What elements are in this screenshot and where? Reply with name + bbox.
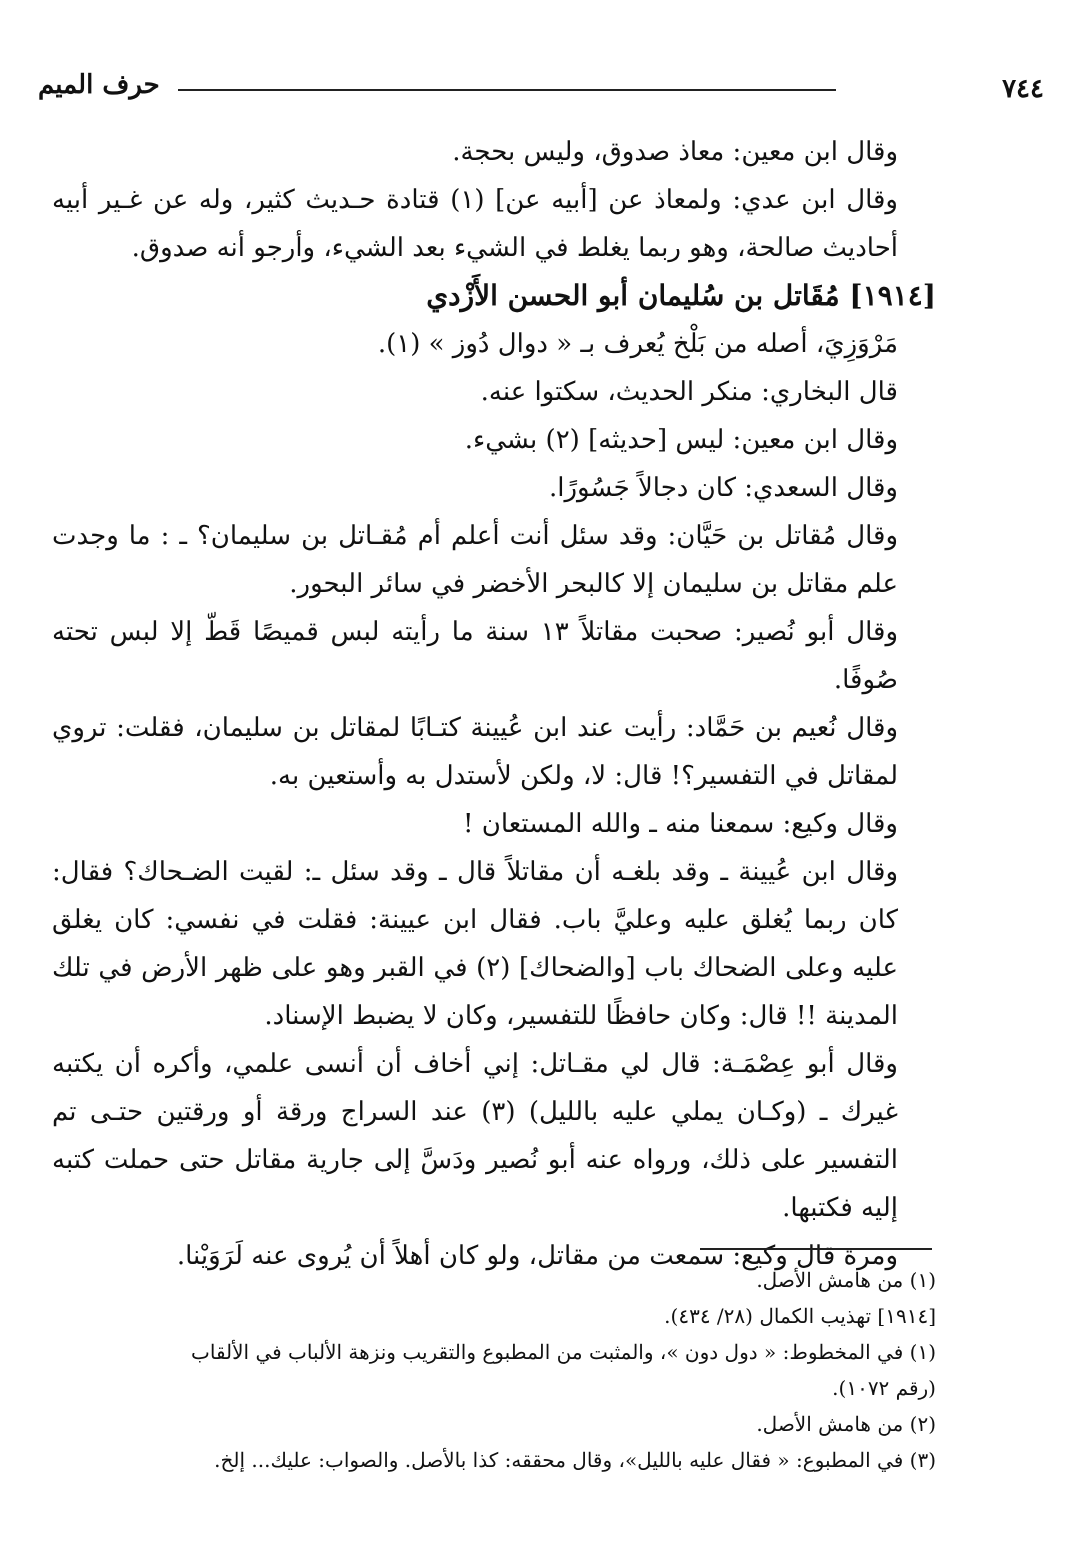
text-line: وقال السعدي: كان دجالاً جَسُورًا.	[548, 473, 898, 503]
footnote: (١) في المخطوط: « دول دون »، والمثبت من المطبوع والتقريب ونزهة الألباب في الألقاب (رقم ١٠٧٢).	[191, 1340, 936, 1400]
text-line: وقال وكيع: سمعنا منه ـ والله المستعان !	[463, 809, 898, 839]
entry-heading: [١٩١٤] مُقَاتل بن سُليمان أبو الحسن الأَزْدي	[426, 279, 936, 312]
main-text	[52, 128, 936, 1280]
text-paragraph: وقال أبو عِصْمَـة: قال لي مقـاتل: إني أخاف أن أنسى علمي، وأكره أن يكتبه غيرك ـ (وكـان يملي عليه بالليل) (٣) عند السراج ورقة أو ورقتين حتـى تم التفسير على ذلك، ورواه عنه أبو نُصير ودَسَّ إلى جارية مقاتل حتى حملت كتبه إليه فكتبها.	[52, 1049, 898, 1223]
text-paragraph: وقال ابن عُيينة ـ وقد بلغـه أن مقاتلاً قال ـ وقد سئل ـ: لقيت الضـحاك؟ فقال: كان ربما يُغلق عليه وعليَّ باب. فقال ابن عيينة: فقلت في نفسي: كان يغلق عليه وعلى الضحاك باب [والضحاك] (٢) في القبر وهو على ظهر الأرض في تلك المدينة !! قال: وكان حافظًا للتفسير، وكان لا يضبط الإسناد.	[52, 857, 898, 1031]
text-line: ومرة قال وكيع: سمعت من مقاتل، ولو كان أهلاً أن يُروى عنه لَرَوَيْنا.	[176, 1241, 898, 1271]
footnotes	[150, 1262, 936, 1478]
footnote: (٢) من هامش الأصل.	[756, 1412, 936, 1436]
footnote: (١) من هامش الأصل.	[756, 1268, 936, 1292]
page-number: ٧٤٤	[1002, 74, 1044, 104]
text-line: قال البخاري: منكر الحديث، سكتوا عنه.	[480, 377, 898, 407]
footnote: (٣) في المطبوع: « فقال عليه بالليل»، وقال محققه: كذا بالأصل. والصواب: عليك... إلخ.	[214, 1448, 936, 1472]
text-paragraph: وقال ابن عدي: ولمعاذ عن [أبيه عن] (١) قتادة حـديث كثير، وله عن غـير أبيه أحاديث صالحة، وهو ربما يغلط في الشيء بعد الشيء، وأرجو أنه صدوق.	[52, 185, 898, 263]
text-paragraph: وقال مُقاتل بن حَيَّان: وقد سئل أنت أعلم أم مُقـاتل بن سليمان؟ ـ : ما وجدت علم مقاتل بن سليمان إلا كالبحر الأخضر في سائر البحور.	[52, 521, 898, 599]
footnote-divider	[700, 1248, 932, 1250]
text-line: وقال ابن معين: ليس [حديثه] (٢) بشيء.	[464, 425, 898, 455]
chapter-title: حرف الميم	[38, 70, 160, 100]
running-header	[38, 64, 1044, 108]
text-paragraph: وقال نُعيم بن حَمَّاد: رأيت عند ابن عُيينة كتـابًا لمقاتل بن سليمان، فقلت: تروي لمقاتل في التفسير؟! قال: لا، ولكن لأستدل به وأستعين به.	[52, 713, 898, 791]
text-line: مَرْوَزِيَ، أصله من بَلْخ يُعرف بـ « دوال دُوز » (١).	[377, 329, 898, 359]
header-rule	[178, 89, 836, 91]
text-line: وقال ابن معين: معاذ صدوق، وليس بحجة.	[452, 137, 898, 167]
footnote: [١٩١٤] تهذيب الكمال (٢٨/ ٤٣٤).	[664, 1304, 936, 1328]
text-line: وقال أبو نُصير: صحبت مقاتلاً ١٣ سنة ما رأيته لبس قميصًا قَطّ إلا لبس تحته صُوفًا.	[52, 617, 899, 695]
